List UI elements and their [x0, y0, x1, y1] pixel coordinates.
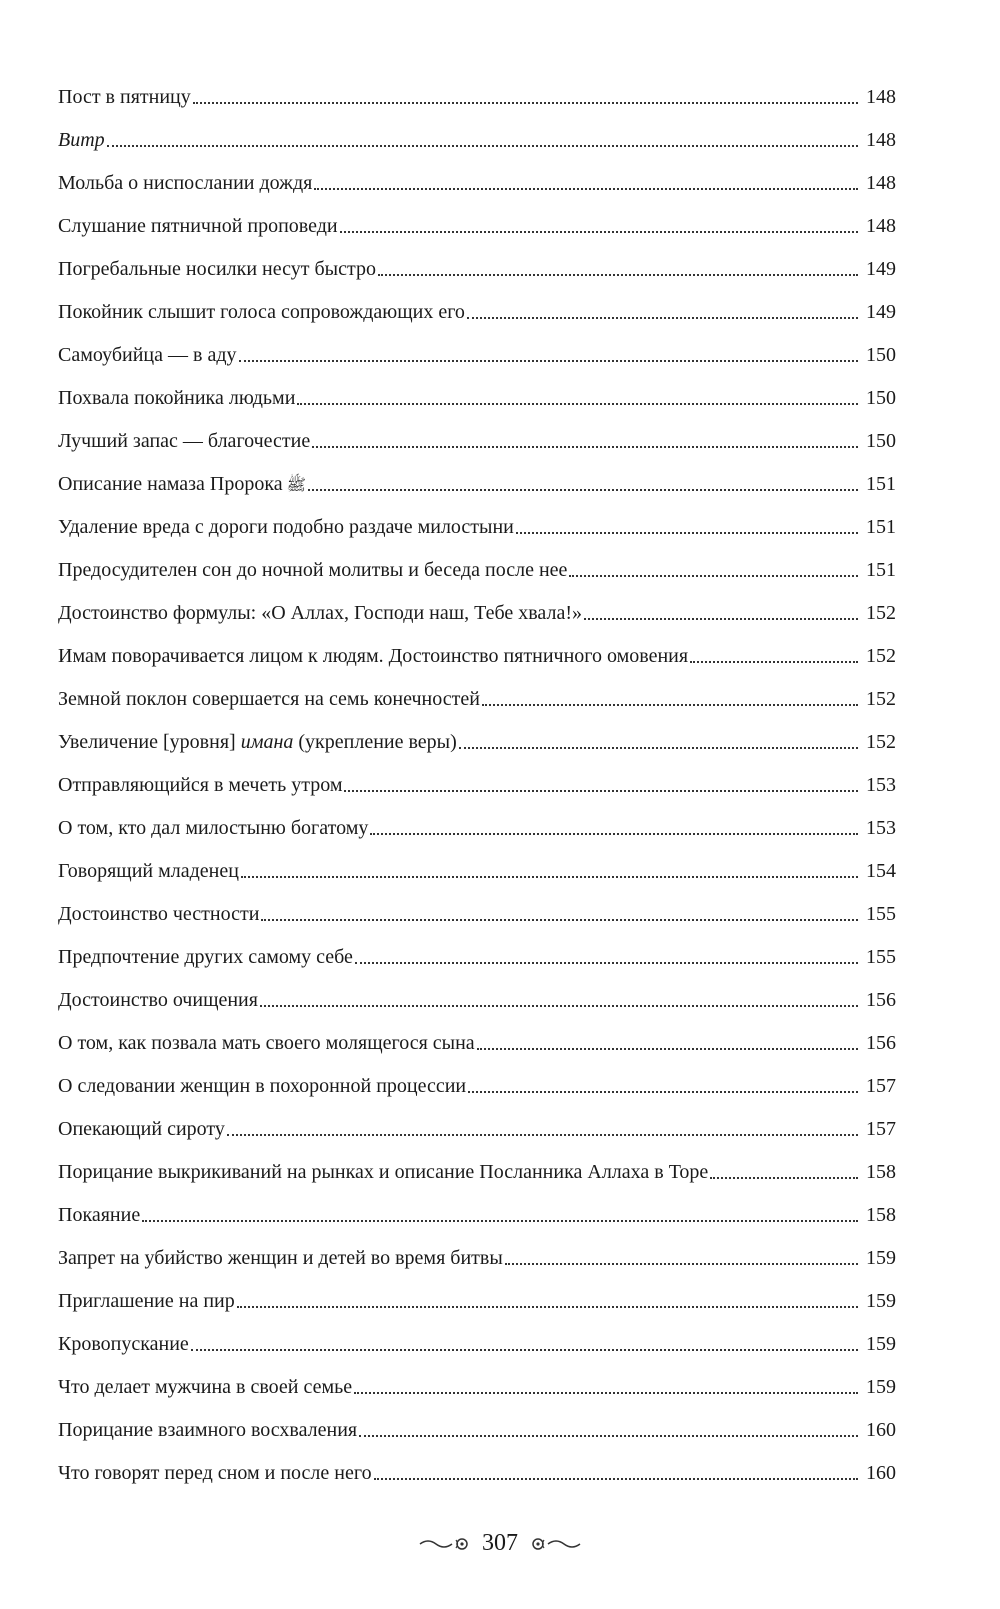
toc-entry-page: 154: [866, 860, 896, 882]
toc-entry-title: Пост в пятницу: [58, 86, 191, 108]
toc-entry-page: 156: [866, 989, 896, 1011]
toc-entry-title: Предосудителен сон до ночной молитвы и беседа после нее: [58, 559, 568, 581]
page-footer: [0, 1530, 1000, 1557]
toc-entry: [58, 1323, 896, 1366]
toc-entry-title: Витр: [58, 129, 105, 151]
toc-leader-dots: [467, 317, 858, 319]
toc-entry-page: 152: [866, 688, 896, 710]
toc-leader-dots: [374, 1478, 858, 1480]
toc-leader-dots: [308, 489, 858, 491]
toc-entry-page: 150: [866, 430, 896, 452]
toc-leader-dots: [239, 360, 858, 362]
toc-entry-page: 155: [866, 903, 896, 925]
toc-entry-title: Достоинство честности: [58, 903, 260, 925]
toc-entry: [58, 506, 896, 549]
toc-entry-page: 159: [866, 1376, 896, 1398]
toc-entry-page: 157: [866, 1118, 896, 1140]
toc-entry-page: 158: [866, 1161, 896, 1183]
toc-entry: [58, 291, 896, 334]
toc-entry-page: 150: [866, 344, 896, 366]
toc-entry-title: О следовании женщин в похоронной процессии: [58, 1075, 467, 1097]
toc-entry-page: 152: [866, 731, 896, 753]
toc-entry: [58, 936, 896, 979]
toc-leader-dots: [193, 102, 858, 104]
toc-leader-dots: [477, 1048, 858, 1050]
toc-entry: [58, 1194, 896, 1237]
toc-entry-title: Мольба о ниспослании дождя: [58, 172, 313, 194]
toc-leader-dots: [355, 962, 858, 964]
toc-entry: [58, 764, 896, 807]
toc-entry: [58, 162, 896, 205]
toc-leader-dots: [690, 661, 858, 663]
toc-entry-page: 148: [866, 86, 896, 108]
toc-entry: [58, 1280, 896, 1323]
toc-entry: [58, 1409, 896, 1452]
toc-entry-title: Кровопускание: [58, 1333, 189, 1355]
toc-entry: [58, 893, 896, 936]
toc-entry-title: Земной поклон совершается на семь конечностей: [58, 688, 480, 710]
toc-entry: [58, 1065, 896, 1108]
left-ornament-icon: [418, 1536, 474, 1552]
toc-entry-page: 152: [866, 602, 896, 624]
toc-leader-dots: [107, 145, 858, 147]
toc-leader-dots: [482, 704, 858, 706]
toc-entry-title: Опекающий сироту: [58, 1118, 225, 1140]
toc-entry-title: Удаление вреда с дороги подобно раздаче милостыни: [58, 516, 514, 538]
toc-leader-dots: [378, 274, 858, 276]
toc-entry-title: Достоинство очищения: [58, 989, 258, 1011]
toc-entry: [58, 1452, 896, 1495]
toc-entry-page: 160: [866, 1462, 896, 1484]
toc-entry: [58, 635, 896, 678]
toc-entry-title: Приглашение на пир: [58, 1290, 235, 1312]
toc-entry-page: 150: [866, 387, 896, 409]
toc-entry-title: Погребальные носилки несут быстро: [58, 258, 376, 280]
toc-leader-dots: [260, 1005, 858, 1007]
toc-leader-dots: [468, 1091, 858, 1093]
toc-entry: [58, 377, 896, 420]
toc-entry: [58, 1366, 896, 1409]
toc-entry: [58, 850, 896, 893]
toc-leader-dots: [584, 618, 858, 620]
toc-entry-page: 159: [866, 1333, 896, 1355]
toc-leader-dots: [344, 790, 858, 792]
toc-entry-page: 148: [866, 129, 896, 151]
toc-entry-page: 152: [866, 645, 896, 667]
toc-leader-dots: [359, 1435, 858, 1437]
toc-leader-dots: [354, 1392, 858, 1394]
toc-entry: [58, 1022, 896, 1065]
toc-entry-title: Увеличение [уровня] имана (укрепление веры): [58, 731, 457, 753]
toc-entry-title: О том, как позвала мать своего молящегося сына: [58, 1032, 475, 1054]
toc-leader-dots: [312, 446, 858, 448]
toc-entry-title: Порицание выкрикиваний на рынках и описание Посланника Аллаха в Торе: [58, 1161, 709, 1183]
toc-entry-title: Покойник слышит голоса сопровождающих его: [58, 301, 465, 323]
toc-entry-title: Самоубийца — в аду: [58, 344, 237, 366]
toc-entry: [58, 678, 896, 721]
toc-entry-title: Что говорят перед сном и после него: [58, 1462, 372, 1484]
toc-entry-title: Лучший запас — благочестие: [58, 430, 311, 452]
toc-entry-page: 156: [866, 1032, 896, 1054]
toc-entry-title: Что делает мужчина в своей семье: [58, 1376, 353, 1398]
toc-entry-page: 155: [866, 946, 896, 968]
toc-entry: [58, 1237, 896, 1280]
toc-leader-dots: [516, 532, 858, 534]
toc-entry: [58, 334, 896, 377]
toc-entry-title: Отправляющийся в мечеть утром: [58, 774, 343, 796]
toc-leader-dots: [314, 188, 858, 190]
toc-leader-dots: [142, 1220, 858, 1222]
toc-leader-dots: [241, 876, 858, 878]
page-number: 307: [482, 1530, 518, 1556]
toc-entry-page: 148: [866, 172, 896, 194]
toc-leader-dots: [569, 575, 858, 577]
toc-entry-title: Описание намаза Пророка ﷺ: [58, 473, 306, 495]
toc-entry-title: Слушание пятничной проповеди: [58, 215, 338, 237]
toc-leader-dots: [261, 919, 858, 921]
toc-entry: [58, 463, 896, 506]
toc-entry-page: 160: [866, 1419, 896, 1441]
toc-entry: [58, 807, 896, 850]
toc-leader-dots: [710, 1177, 858, 1179]
toc-entry-title: Предпочтение других самому себе: [58, 946, 353, 968]
toc-entry-page: 153: [866, 817, 896, 839]
toc-entry-page: 151: [866, 516, 896, 538]
salawat-seal-icon: ﷺ: [286, 477, 306, 494]
toc-entry: [58, 979, 896, 1022]
toc-entry: [58, 549, 896, 592]
toc-entry: [58, 76, 896, 119]
toc-entry-title: Похвала покойника людьми: [58, 387, 296, 409]
toc-entry-title: Говорящий младенец: [58, 860, 239, 882]
toc-entry-title: Порицание взаимного восхваления: [58, 1419, 358, 1441]
toc-leader-dots: [370, 833, 858, 835]
toc-entry-title: Достоинство формулы: «О Аллах, Господи наш, Тебе хвала!»: [58, 602, 582, 624]
toc-entry-page: 159: [866, 1247, 896, 1269]
toc-leader-dots: [459, 747, 858, 749]
toc-entry-page: 149: [866, 301, 896, 323]
toc-entry-title: Имам поворачивается лицом к людям. Достоинство пятничного омовения: [58, 645, 689, 667]
toc-entry: [58, 1151, 896, 1194]
toc-entry: [58, 248, 896, 291]
toc-leader-dots: [340, 231, 858, 233]
toc-leader-dots: [191, 1349, 858, 1351]
toc-leader-dots: [237, 1306, 858, 1308]
toc-entry-title: Запрет на убийство женщин и детей во время битвы: [58, 1247, 503, 1269]
toc-entry-page: 153: [866, 774, 896, 796]
toc-entry-page: 157: [866, 1075, 896, 1097]
toc-entry: [58, 1108, 896, 1151]
right-ornament-icon: [526, 1536, 582, 1552]
toc-entry-page: 151: [866, 473, 896, 495]
toc-leader-dots: [505, 1263, 858, 1265]
toc-entry: [58, 205, 896, 248]
toc-leader-dots: [227, 1134, 858, 1136]
toc-entry-page: 159: [866, 1290, 896, 1312]
toc-entry: [58, 119, 896, 162]
toc-leader-dots: [297, 403, 858, 405]
toc-entry: [58, 420, 896, 463]
toc-entry-page: 158: [866, 1204, 896, 1226]
toc-entry: [58, 721, 896, 764]
toc-entry-page: 151: [866, 559, 896, 581]
toc-entry-title: О том, кто дал милостыню богатому: [58, 817, 369, 839]
toc-entry: [58, 592, 896, 635]
toc-entry-page: 149: [866, 258, 896, 280]
toc-entry-page: 148: [866, 215, 896, 237]
toc-entry-title: Покаяние: [58, 1204, 141, 1226]
table-of-contents: [58, 76, 896, 1495]
